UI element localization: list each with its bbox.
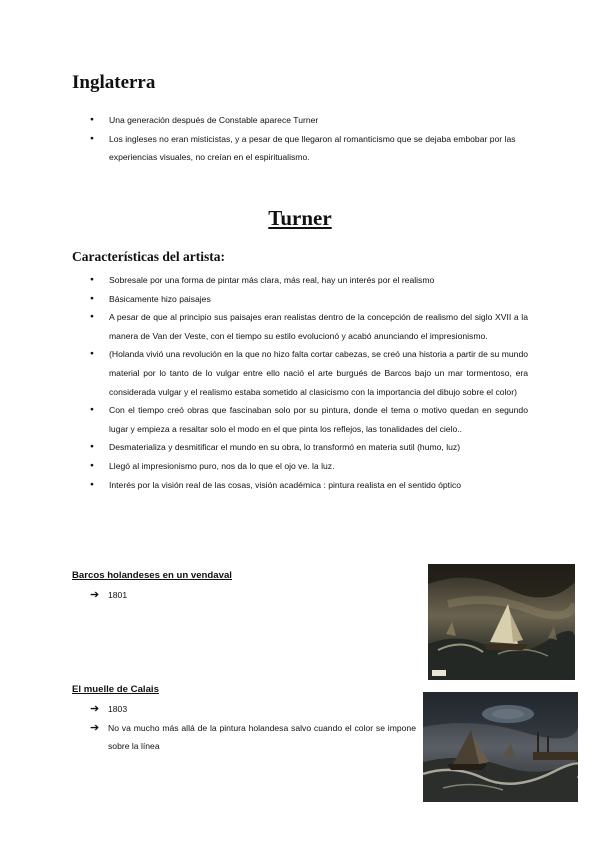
storm-sailboat-painting-icon (428, 564, 575, 680)
work-title-barcos-holandeses: Barcos holandeses en un vendaval (72, 570, 232, 581)
page-title: Turner (268, 206, 332, 230)
list-item (90, 700, 416, 719)
list-item: ● Interés por la visión real de las cosas, visión académica : pintura realista en el sentido óptico (90, 476, 528, 495)
work-notes-el-muelle-de-calais (90, 700, 416, 756)
arrow-icon: ➔ (90, 703, 100, 715)
list-item: ● Desmaterializa y desmitificar el mundo en su obra, lo transformó en materia sutil (humo, luz) (90, 438, 528, 457)
list-item: ● (Holanda vivió una revolución en la que no hizo falta cortar cabezas, se creó una historia a partir de su mundo material por lo tanto de lo vulgar entre ello nació el arte burgués de Barcos bajo un mar tormentoso, era considerada vulgar y el realismo estaba sometido al clasicismo con la importancia del dibujo sobre el color) (90, 345, 528, 401)
work-title-el-muelle-de-calais: El muelle de Calais (72, 684, 159, 695)
work-notes-barcos-holandeses (90, 586, 127, 605)
list-item (90, 586, 127, 605)
arrow-icon: ➔ (90, 589, 100, 601)
work-note-text: No va mucho más allá de la pintura holandesa salvo cuando el color se impone sobre la línea (108, 722, 416, 752)
list-item: ● Llegó al impresionismo puro, nos da lo que el ojo ve. la luz. (90, 457, 528, 476)
list-item: ● Los ingleses no eran misticistas, y a pesar de que llegaron al romanticismo que se dejaba embobar por las experiencias visuales, no creían en el espiritualismo. (90, 130, 528, 167)
work-note-text: 1801 (108, 590, 128, 600)
artist-characteristics-heading: Características del artista: (72, 249, 225, 264)
turner-bullet-list (90, 271, 528, 494)
inglaterra-bullet-list (90, 111, 528, 167)
work-note-text: 1803 (108, 704, 128, 714)
section-heading-inglaterra: Inglaterra (72, 72, 156, 93)
list-item: ● Sobresale por una forma de pintar más clara, más real, hay un interés por el realismo (90, 271, 528, 290)
list-item: ● Una generación después de Constable aparece Turner (90, 111, 528, 130)
list-item: ● Básicamente hizo paisajes (90, 290, 528, 309)
arrow-icon: ➔ (90, 721, 100, 734)
list-item (90, 719, 416, 756)
stormy-pier-painting-icon (423, 692, 578, 802)
list-item: ● Con el tiempo creó obras que fascinaban solo por su pintura, donde el tema o motivo quedan en segundo lugar y empieza a resaltar solo el modo en el que pinta los reflejos, las tonalidades del cielo.. (90, 401, 528, 438)
list-item: ● A pesar de que al principio sus paisajes eran realistas dentro de la concepción de realismo del siglo XVII a la manera de Van der Veste, con el tiempo su estilo evolucionó y acabó anunciando el impresionismo. (90, 308, 528, 345)
